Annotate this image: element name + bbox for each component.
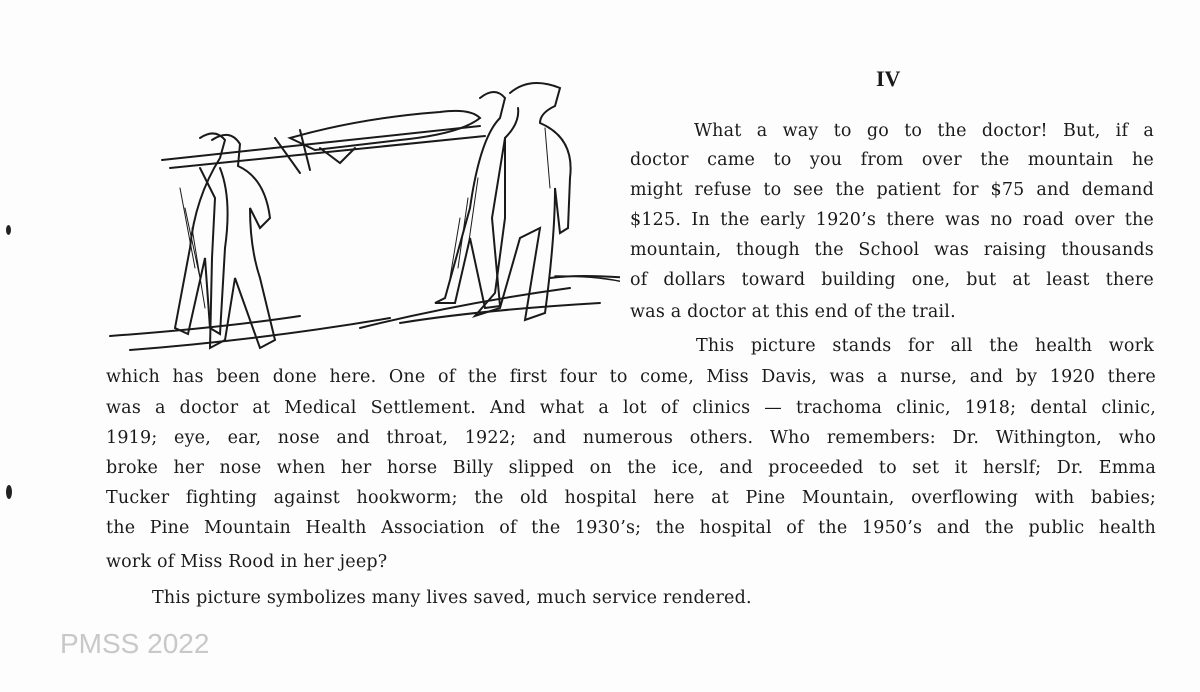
paragraph-line: 1919; eye, ear, nose and throat, 1922; and numerous others. Who remembers: Dr. Withington, who: [106, 428, 1156, 448]
paragraph-line: mountain, though the School was raising thousands: [630, 240, 1154, 260]
paragraph-line: Tucker fighting against hookworm; the old hospital here at Pine Mountain, overflowing with babies;: [106, 488, 1156, 508]
paragraph-line: This picture stands for all the health work: [696, 336, 1154, 356]
chapter-numeral: IV: [876, 66, 901, 91]
paragraph-line: was a doctor at Medical Settlement. And what a lot of clinics — trachoma clinic, 1918; dental clinic,: [106, 398, 1156, 418]
paragraph-line: $125. In the early 1920’s there was no road over the: [630, 210, 1154, 230]
binding-mark: [6, 225, 11, 235]
paragraph-line: which has been done here. One of the first four to come, Miss Davis, was a nurse, and by 1920 there: [106, 367, 1156, 387]
paragraph-line: What a way to go to the doctor! But, if a: [694, 121, 1154, 141]
binding-mark: [6, 485, 12, 499]
paragraph-line: broke her nose when her horse Billy slipped on the ice, and proceeded to set it herslf; Dr. Emma: [106, 458, 1156, 478]
closing-line: This picture symbolizes many lives saved, much service rendered.: [152, 588, 752, 608]
paragraph-line: of dollars toward building one, but at least there: [630, 270, 1154, 290]
paragraph-line: was a doctor at this end of the trail.: [630, 302, 956, 322]
paragraph-line: the Pine Mountain Health Association of the 1930’s; the hospital of the 1950’s and the public health: [106, 518, 1156, 538]
paragraph-line: doctor came to you from over the mountain he: [630, 150, 1154, 170]
stretcher-bearers-illustration: [100, 78, 620, 368]
watermark: PMSS 2022: [60, 628, 210, 659]
paragraph-line: might refuse to see the patient for $75 and demand: [630, 180, 1154, 200]
paragraph-line: work of Miss Rood in her jeep?: [106, 552, 388, 572]
